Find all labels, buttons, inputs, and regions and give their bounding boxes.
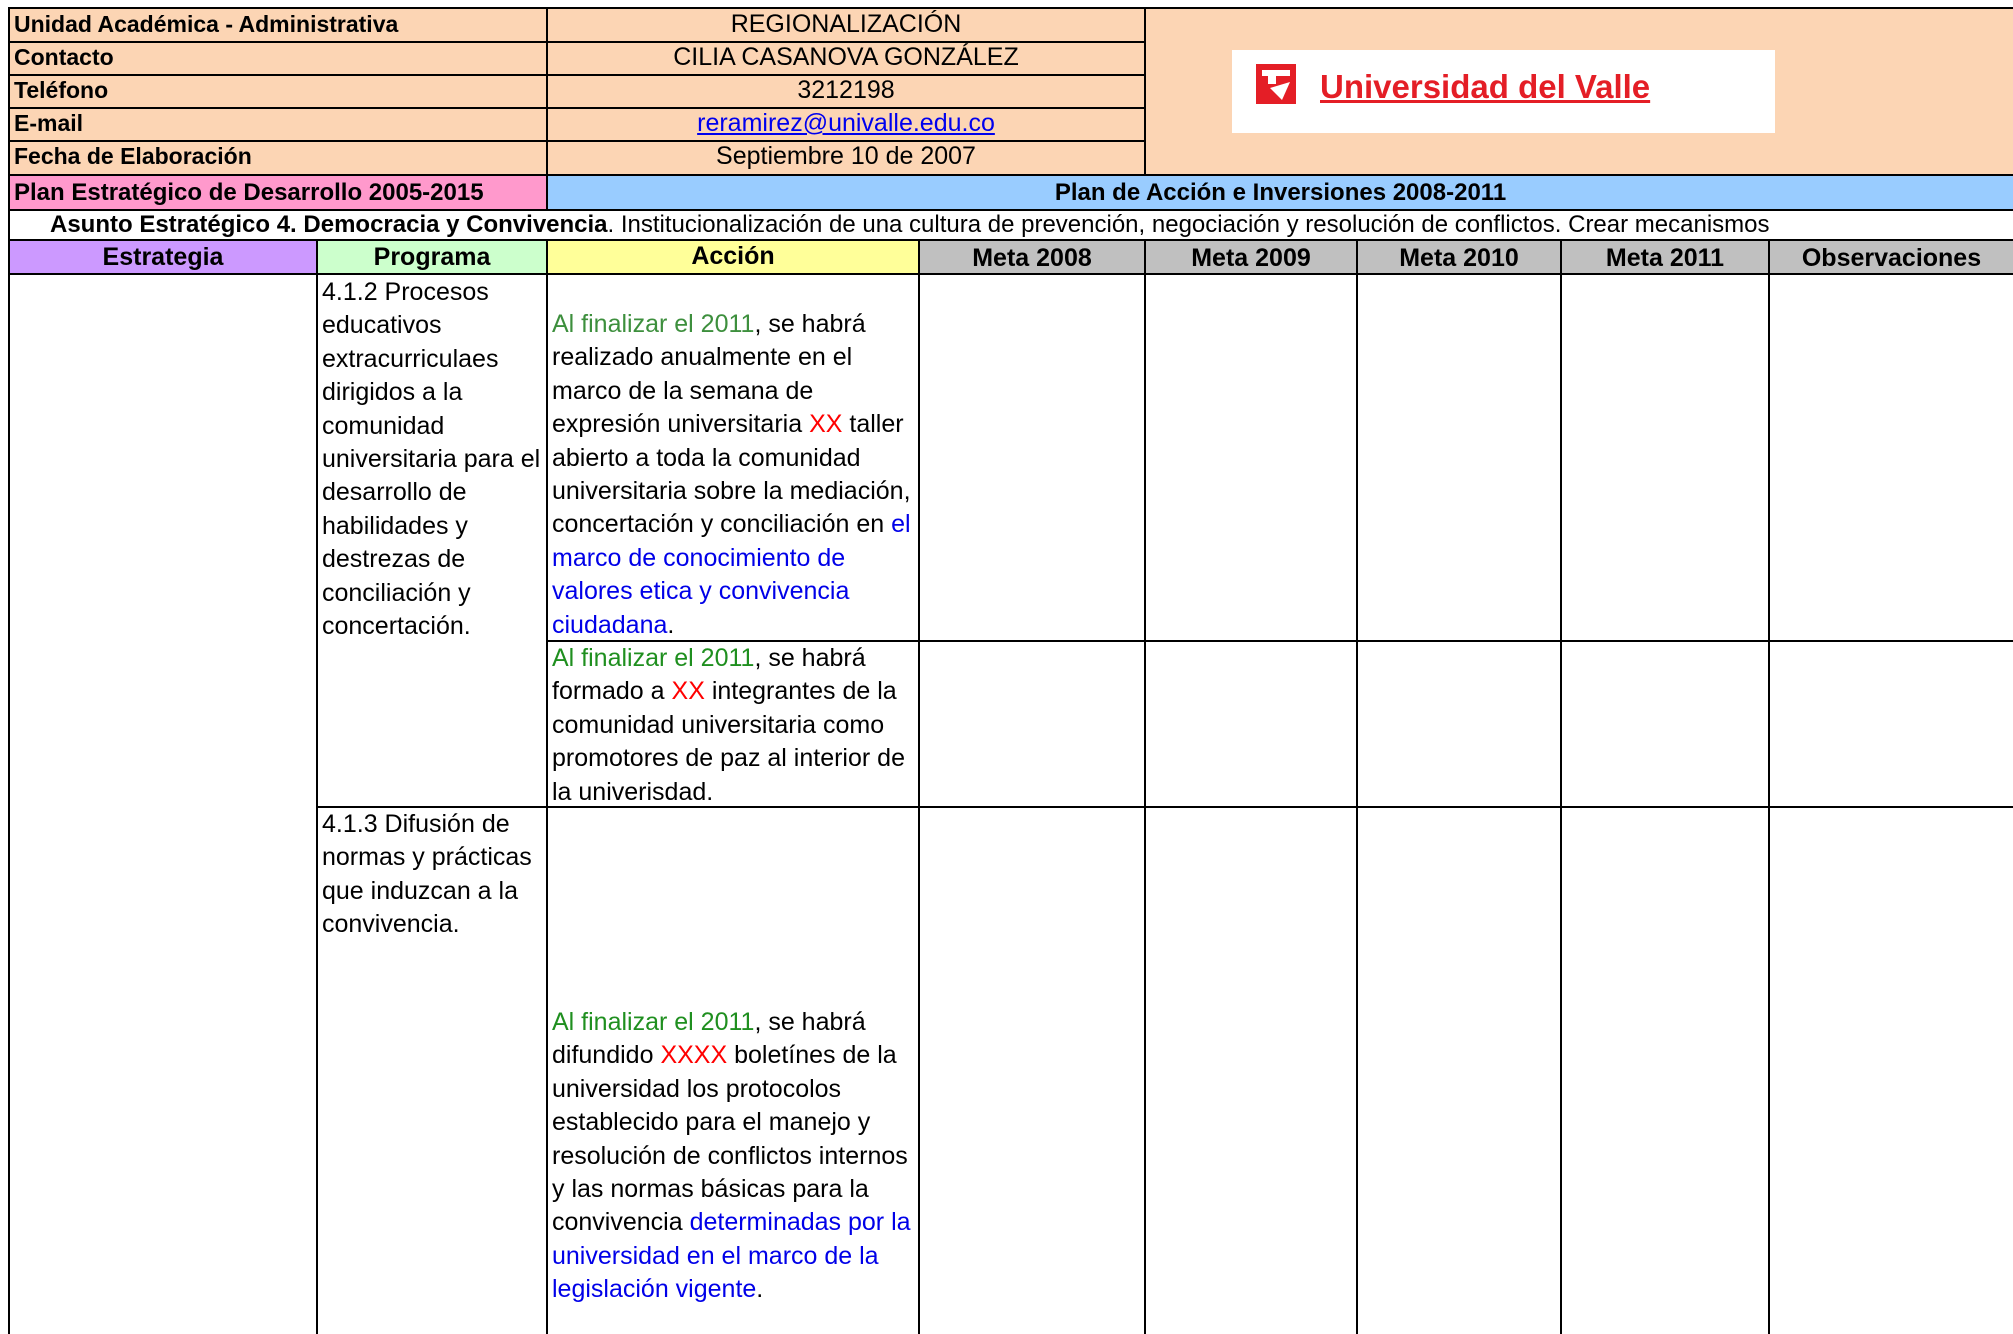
col-meta-2008: Meta 2008	[920, 241, 1144, 273]
university-logo-text: Universidad del Valle	[1320, 68, 1651, 105]
plan-estrategico-header: Plan Estratégico de Desarrollo 2005-2015	[10, 176, 546, 209]
col-estrategia: Estrategia	[10, 241, 316, 273]
plan-accion-header: Plan de Acción e Inversiones 2008-2011	[548, 176, 2013, 209]
programa-4-1-3: 4.1.3 Difusión de normas y prácticas que induzcan a la convivencia.	[322, 810, 532, 939]
email-value[interactable]	[548, 108, 1144, 141]
email-label: E-mail	[14, 110, 84, 136]
fecha-value: Septiembre 10 de 2007	[716, 142, 976, 170]
col-meta-2009: Meta 2009	[1146, 241, 1356, 273]
col-meta-2010: Meta 2010	[1358, 241, 1560, 273]
col-programa: Programa	[318, 241, 546, 273]
accion-boletines: Al finalizar el 2011, se habrá difundido XXXX boletínes de la universidad los protocolos establecido para el manejo y resolución de conflictos internos y las normas básicas para la convivencia determinadas por la universidad en el marco de la legislación vigente.	[552, 1008, 911, 1304]
telefono-label: Teléfono	[14, 77, 109, 103]
fecha-label: Fecha de Elaboración	[14, 143, 252, 169]
university-logo-icon	[1256, 64, 1296, 104]
email-link[interactable]: reramirez@univalle.edu.co	[697, 109, 995, 137]
contacto-label: Contacto	[14, 44, 114, 70]
accion-promotores: Al finalizar el 2011, se habrá formado a XX integrantes de la comunidad universitaria como promotores de paz al interior de la univerisdad.	[552, 644, 905, 806]
telefono-value: 3212198	[797, 76, 895, 104]
logo-box	[1232, 50, 1775, 133]
programa-4-1-2: 4.1.2 Procesos educativos extracurriculaes dirigidos a la comunidad universitaria para el desarrollo de habilidades y destrezas de conciliación y concertación.	[322, 278, 541, 641]
asunto-title: Asunto Estratégico 4. Democracia y Convivencia	[50, 211, 608, 238]
contacto-value: CILIA CASANOVA GONZÁLEZ	[673, 43, 1019, 71]
unidad-value: REGIONALIZACIÓN	[730, 10, 962, 38]
asunto-row	[10, 210, 2013, 239]
asunto-description: . Institucionalización de una cultura de prevención, negociación y resolución de conflictos. Crear mecanismos	[607, 211, 1770, 238]
accion-taller: Al finalizar el 2011, se habrá realizado anualmente en el marco de la semana de expresión universitaria XX taller abierto a toda la comunidad universitaria sobre la mediación, concertación y conciliación en el marco de conocimiento de valores etica y convivencia ciudadana.	[552, 310, 911, 639]
col-observaciones: Observaciones	[1770, 241, 2013, 273]
col-accion: Acción	[548, 241, 918, 273]
unidad-label: Unidad Académica - Administrativa	[14, 11, 399, 37]
col-meta-2011: Meta 2011	[1562, 241, 1768, 273]
